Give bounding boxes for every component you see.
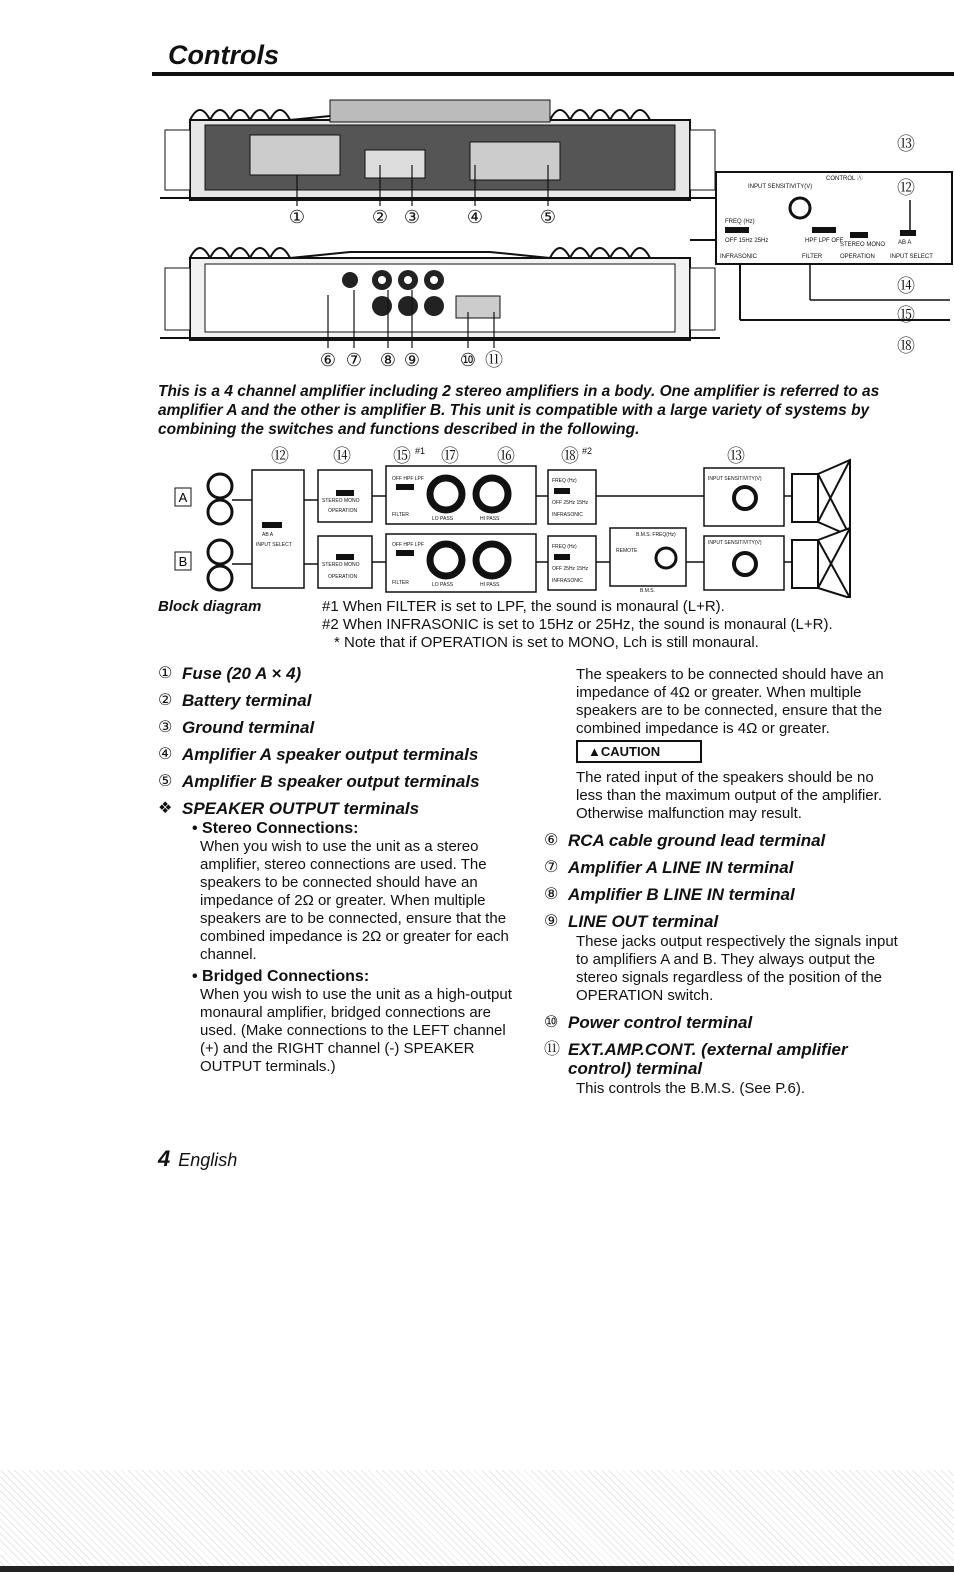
bd-callout-18: ⑱ <box>561 446 579 466</box>
block-diagram-notes <box>322 598 922 652</box>
inset-stereo-mono-label: STEREO MONO <box>840 242 886 248</box>
intro-paragraph: This is a 4 channel amplifier including 2 stereo amplifiers in a body. One amplifier is referred to as amplifier A and the other is amplifier B. This unit is compatible with a large variety of systems by combining the switches and functions described in the following. <box>158 383 880 438</box>
callout-18: ⑱ <box>897 336 915 356</box>
page-footer <box>158 1146 237 1172</box>
callout-6: ⑥ <box>319 350 337 370</box>
svg-text:LO PASS: LO PASS <box>432 582 454 588</box>
block-diagram-caption: Block diagram <box>158 598 262 615</box>
svg-text:OFF 25Hz 15Hz: OFF 25Hz 15Hz <box>552 566 589 572</box>
bd-callout-15: ⑮ <box>393 446 411 466</box>
inset-filter-values: HPF LPF OFF <box>805 238 844 244</box>
svg-text:FREQ (Hz): FREQ (Hz) <box>552 478 577 484</box>
svg-text:B.M.S.: B.M.S. <box>640 588 656 594</box>
speakers <box>792 460 850 598</box>
svg-text:INPUT SENSITIVITY(V): INPUT SENSITIVITY(V) <box>708 540 762 546</box>
svg-text:INFRASONIC: INFRASONIC <box>552 512 583 518</box>
item-amp-b-line-in: ⑧ Amplifier B LINE IN terminal <box>544 885 795 904</box>
amplifier-unit-a <box>160 100 720 200</box>
title-rule <box>152 72 954 76</box>
control-panel-inset <box>690 134 952 356</box>
bd-callout-16: ⑯ <box>497 446 515 466</box>
svg-text:HI PASS: HI PASS <box>480 516 500 522</box>
inset-input-select-label: INPUT SELECT <box>890 254 933 260</box>
inset-control-label: CONTROL Ⓐ <box>826 176 863 182</box>
svg-text:OPERATION: OPERATION <box>328 508 358 514</box>
svg-text:STEREO MONO: STEREO MONO <box>322 562 360 568</box>
item-amp-a-line-in: ⑦ Amplifier A LINE IN terminal <box>544 858 794 877</box>
callout-8: ⑧ <box>379 350 397 370</box>
callout-13: ⑬ <box>897 134 915 154</box>
item-line-out: ⑨ LINE OUT terminal <box>544 912 719 931</box>
inset-freq-values: OFF 15Hz 25Hz <box>725 238 769 244</box>
ext-amp-cont-body: This controls the B.M.S. (See P.6). <box>576 1080 805 1097</box>
item-amp-b-speaker-output: ⑤ Amplifier B speaker output terminals <box>158 772 480 791</box>
left-column <box>158 664 528 1080</box>
svg-text:INFRASONIC: INFRASONIC <box>552 578 583 584</box>
svg-text:HI PASS: HI PASS <box>480 582 500 588</box>
callout-4: ④ <box>466 207 484 227</box>
svg-text:FREQ (Hz): FREQ (Hz) <box>552 544 577 550</box>
input-b-label: B <box>178 554 188 569</box>
bd-callout-12: ⑫ <box>271 446 289 466</box>
item-battery-terminal: ② Battery terminal <box>158 691 312 710</box>
item-ground-terminal: ③ Ground terminal <box>158 718 315 737</box>
note-1: #1 When FILTER is set to LPF, the sound is monaural (L+R). <box>322 598 725 615</box>
bd-mark-2: #2 <box>582 446 593 456</box>
bd-callout-14: ⑭ <box>333 446 351 466</box>
inset-infrasonic-label: INFRASONIC <box>720 254 758 260</box>
inset-input-sensitivity-label: INPUT SENSITIVITY(V) <box>748 184 813 190</box>
rca-inputs <box>175 474 232 590</box>
callout-15: ⑮ <box>897 305 915 325</box>
inset-operation-label: OPERATION <box>840 254 875 260</box>
inset-ab-a-label: AB A <box>898 240 912 246</box>
stereo-connections <box>192 820 528 964</box>
scan-edge <box>0 1566 954 1572</box>
svg-text:OFF HPF LPF: OFF HPF LPF <box>392 476 424 482</box>
bridged-continuation: The speakers to be connected should have an impedance of 4Ω or greater. When multiple speakers are to be connected, ensure that the combined impedance is 4Ω or greater. <box>576 666 884 737</box>
svg-text:B.M.S. FREQ(Hz): B.M.S. FREQ(Hz) <box>636 532 676 538</box>
callout-1: ① <box>288 207 306 227</box>
caution-badge: ▲CAUTION <box>576 740 702 763</box>
callout-12: ⑫ <box>897 178 915 198</box>
svg-text:OFF HPF LPF: OFF HPF LPF <box>392 542 424 548</box>
note-2: #2 When INFRASONIC is set to 15Hz or 25Hz, the sound is monaural (L+R). <box>322 616 833 633</box>
svg-text:FILTER: FILTER <box>392 580 409 586</box>
caution-body: The rated input of the speakers should be no less than the maximum output of the amplifier. Otherwise malfunction may result. <box>576 769 882 822</box>
right-column <box>544 666 904 1106</box>
language-label: English <box>178 1150 238 1170</box>
callout-10: ⑩ <box>459 350 477 370</box>
bridged-connections-title: • Bridged Connections: <box>192 968 370 985</box>
amplifier-illustration <box>150 80 954 380</box>
item-speaker-output-terminals: ❖ SPEAKER OUTPUT terminals <box>158 799 420 818</box>
inset-filter-label: FILTER <box>802 254 823 260</box>
note-3: * Note that if OPERATION is set to MONO, Lch is still monaural. <box>334 634 759 651</box>
svg-text:FILTER: FILTER <box>392 512 409 518</box>
bridged-connections-body: When you wish to use the unit as a high-output monaural amplifier, bridged connections are used. (Make connections to the LEFT channel (+) and the RIGHT channel (-) SPEAKER OUTPUT terminals.) <box>200 986 512 1075</box>
page-title: Controls <box>168 40 279 70</box>
item-amp-a-speaker-output: ④ Amplifier A speaker output terminals <box>158 745 479 764</box>
callout-9: ⑨ <box>403 350 421 370</box>
callout-3: ③ <box>403 207 421 227</box>
stereo-connections-title: • Stereo Connections: <box>192 820 359 837</box>
svg-text:REMOTE: REMOTE <box>616 548 638 554</box>
callout-2: ② <box>371 207 389 227</box>
svg-text:OPERATION: OPERATION <box>328 574 358 580</box>
callout-5: ⑤ <box>539 207 557 227</box>
item-fuse: ① Fuse (20 A × 4) <box>158 664 302 683</box>
bd-callout-17: ⑰ <box>441 446 459 466</box>
bd-callout-13: ⑬ <box>727 446 745 466</box>
callout-7: ⑦ <box>345 350 363 370</box>
inset-freq-label: FREQ (Hz) <box>725 219 755 225</box>
item-ext-amp-cont: ⑪ EXT.AMP.CONT. (external amplifier control) terminal <box>544 1040 848 1078</box>
svg-text:OFF 25Hz 15Hz: OFF 25Hz 15Hz <box>552 500 589 506</box>
svg-text:INPUT SELECT: INPUT SELECT <box>256 542 292 548</box>
amplifier-unit-b <box>160 248 720 340</box>
item-rca-ground-lead: ⑥ RCA cable ground lead terminal <box>544 831 826 850</box>
input-a-label: A <box>178 490 188 505</box>
svg-text:INPUT SENSITIVITY(V): INPUT SENSITIVITY(V) <box>708 476 762 482</box>
line-out-body: These jacks output respectively the signals input to amplifiers A and B. They always output the stereo signals regardless of the position of the OPERATION switch. <box>576 933 898 1004</box>
svg-text:LO PASS: LO PASS <box>432 516 454 522</box>
callout-11: ⑪ <box>485 350 503 370</box>
bd-mark-1: #1 <box>415 446 426 456</box>
stereo-connections-body: When you wish to use the unit as a stereo amplifier, stereo connections are used. The speakers to be connected should have an impedance of 2Ω or greater. When multiple speakers are to be connected, ensure that the combined impedance is 2Ω or greater for each channel. <box>200 838 509 963</box>
svg-text:AB A: AB A <box>262 532 274 538</box>
page-number: 4 <box>158 1146 171 1171</box>
callout-14: ⑭ <box>897 276 915 296</box>
bridged-connections <box>192 968 528 1076</box>
item-power-control: ⑩ Power control terminal <box>544 1013 753 1032</box>
scan-noise <box>0 1470 954 1572</box>
block-diagram <box>170 440 870 598</box>
svg-text:STEREO MONO: STEREO MONO <box>322 498 360 504</box>
